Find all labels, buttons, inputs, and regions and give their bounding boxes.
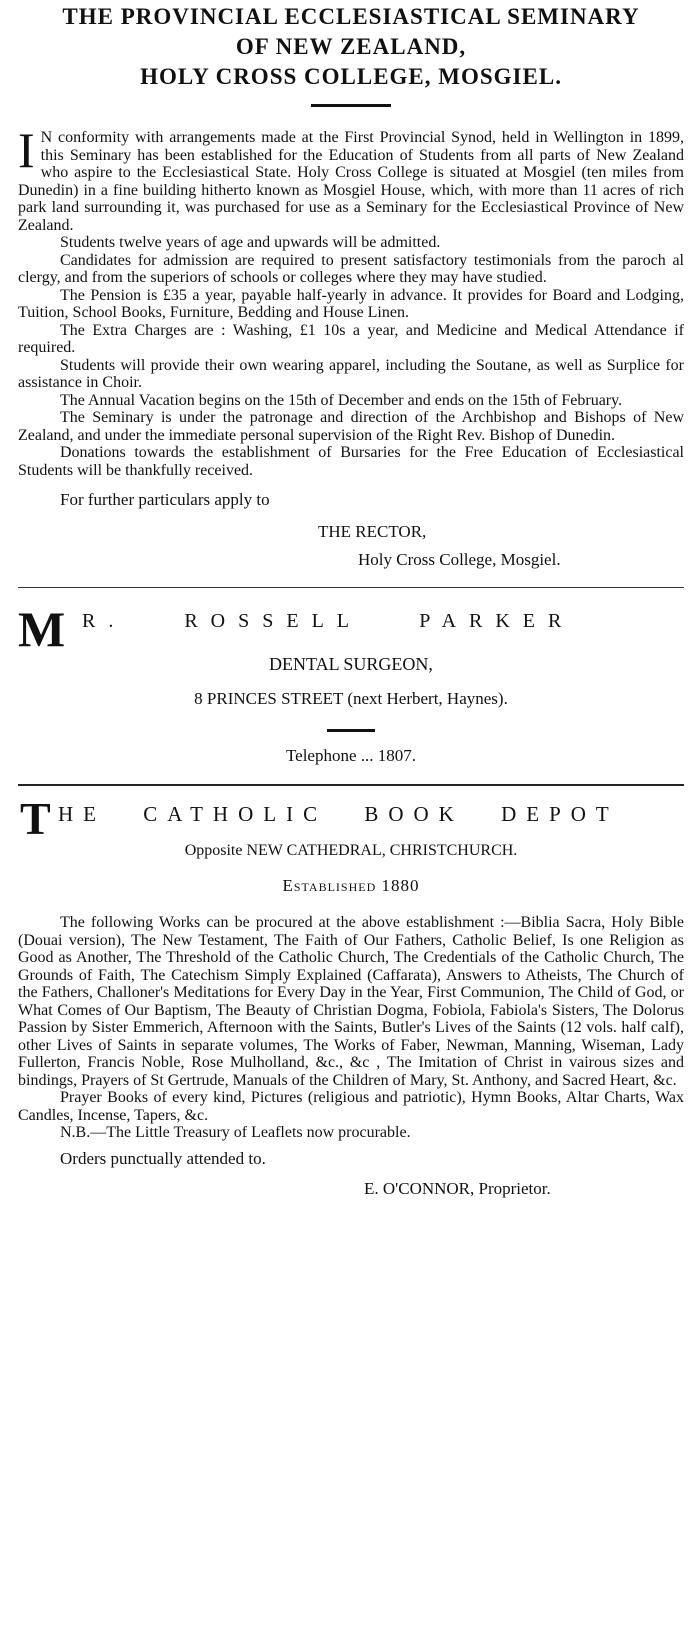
seminary-para-4: The Pension is £35 a year, payable half-yearly in advance. It provides for Board and Lodging, Tuition, School Books, Furniture, Bedding and House Linen. [18, 286, 684, 321]
bookdepot-para-4: Orders punctually attended to. [60, 1148, 266, 1168]
seminary-title-line2: OF NEW ZEALAND, [235, 34, 467, 59]
seminary-para-8: The Seminary is under the patronage and direction of the Archbishop and Bishops of New Zealand, and under the immediate personal supervision of the Right Rev. Bishop of Dunedin. [18, 409, 684, 444]
seminary-para-5: The Extra Charges are : Washing, £1 10s a year, and Medicine and Medical Attendance if required. [18, 321, 684, 356]
bookdepot-established: Established 1880 [282, 876, 420, 895]
dentist-divider [327, 729, 375, 732]
dentist-dropcap: M [18, 601, 66, 657]
dentist-ad [18, 601, 684, 766]
seminary-title-line3: HOLY CROSS COLLEGE, MOSGIEL. [140, 64, 562, 89]
seminary-rector-place: Holy Cross College, Mosgiel. [358, 550, 561, 569]
newspaper-page [18, 0, 684, 1200]
dentist-address: 8 PRINCES STREET (next Herbert, Haynes). [194, 689, 508, 708]
seminary-para-1: N conformity with arrangements made at the First Provincial Synod, held in Wellington in 1899, this Seminary has been established for the Education of Students from all parts of New Zealand who aspire to the Ecclesiastical State. Holy Cross College is situated at Mosgiel (ten miles from Dunedin) in a fine building hitherto known as Mosgiel House, which, with more than 11 acres of rich park land surrounding it, was purchased for use as a Seminary for the Ecclesiastical Province of New Zealand. [18, 129, 684, 234]
seminary-ad [18, 0, 684, 571]
seminary-dropcap: I [18, 122, 35, 178]
bookdepot-subtitle: Opposite NEW CATHEDRAL, CHRISTCHURCH. [184, 842, 518, 859]
bookdepot-para-2: Prayer Books of every kind, Pictures (religious and patriotic), Hymn Books, Altar Charts, Wax Candles, Incense, Tapers, &c. [18, 1089, 684, 1124]
section-divider-1 [18, 587, 684, 588]
seminary-apply: For further particulars apply to [60, 490, 270, 509]
seminary-para-7: The Annual Vacation begins on the 15th of December and ends on the 15th of February. [60, 391, 623, 409]
seminary-para-6: Students will provide their own wearing apparel, including the Soutane, as well as Surplice for assistance in Choir. [18, 356, 684, 391]
dentist-telephone: Telephone ... 1807. [285, 746, 417, 765]
bookdepot-para-1: The following Works can be procured at the above establishment :—Biblia Sacra, Holy Bible (Douai version), The New Testament, The Faith of Our Fathers, Catholic Belief, Is one Religion as Good as Another, The Threshold of the Catholic Church, The Credentials of the Catholic Church, The Grounds of Faith, The Catechism Simply Explained (Caffarata), Answers to Atheists, The Church of the Fathers, Challoner's Meditations for Every Day in the Year, First Communion, The Child of God, or What Comes of Our Baptism, The Beauty of Christian Dogma, Fobiola, Fabiola's Sisters, The Dolorus Passion by Sister Emmerich, Afternoon with the Saints, Butler's Lives of the Saints (12 vols. half calf), other Lives of Saints in separate volumes, The Works of Faber, Newman, Manning, Wiseman, Lady Fullerton, Francis Noble, Rose Mulholland, &c., &c , The Imitation of Christ in vairous sizes and bindings, Prayers of St Gertrude, Manuals of the Children of Mary, St. Anthony, and Sacred Heart, &c. [18, 914, 684, 1089]
seminary-title-line1: THE PROVINCIAL ECCLESIASTICAL SEMINARY [62, 4, 640, 29]
dentist-name: R. ROSSELL PARKER [82, 610, 575, 632]
bookdepot-title: HE CATHOLIC BOOK DEPOT [58, 802, 619, 826]
seminary-rector: THE RECTOR, [318, 522, 427, 541]
seminary-para-2: Students twelve years of age and upwards will be admitted. [60, 234, 441, 251]
bookdepot-ad [18, 793, 684, 1200]
seminary-para-9: Donations towards the establishment of Bursaries for the Free Education of Ecclesiastical Students will be thankfully received. [18, 444, 684, 479]
dentist-title: DENTAL SURGEON, [269, 654, 433, 674]
seminary-intro [18, 122, 684, 234]
short-divider [311, 104, 391, 107]
seminary-para-3: Candidates for admission are required to present satisfactory testimonials from the paroch al clergy, and from the superiors of schools or colleges where they may have studied. [18, 251, 684, 286]
bookdepot-para-3: N.B.—The Little Treasury of Leaflets now procurable. [60, 1124, 411, 1141]
bookdepot-dropcap: T [20, 793, 51, 844]
bookdepot-proprietor: E. O'CONNOR, Proprietor. [364, 1178, 551, 1198]
section-divider-2 [18, 784, 684, 786]
